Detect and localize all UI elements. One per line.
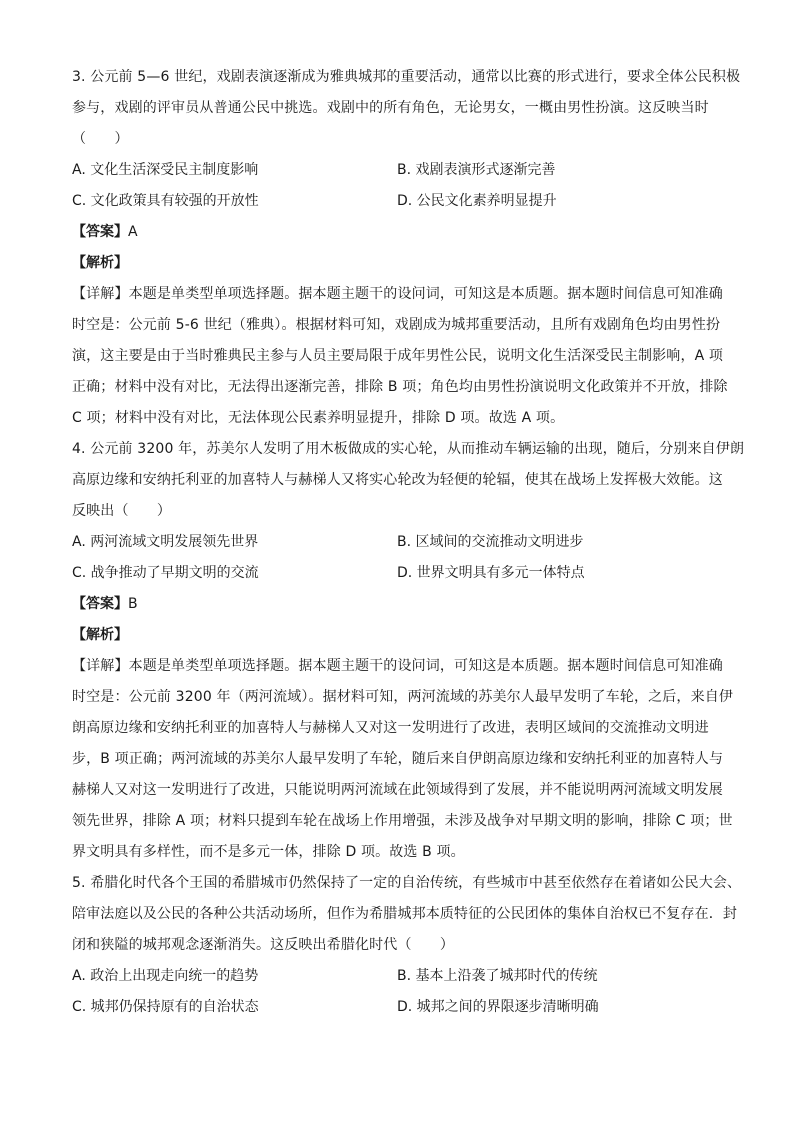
detail-line: 【详解】本题是单类型单项选择题。据本题主题干的设问词，可知这是本质题。据本题时间信息可知准确: [72, 286, 723, 302]
question-text-line: 4. 公元前 3200 年，苏美尔人发明了用木板做成的实心轮，从而推动车辆运输的出现，随后，分别来自伊朗: [72, 441, 745, 457]
detail-line: C 项；材料中没有对比，无法体现公民素养明显提升，排除 D 项。故选 A 项。: [72, 410, 565, 426]
question-5-stem: [72, 868, 742, 961]
answer-line: [72, 217, 732, 248]
detail-line: 步，B 项正确；两河流域的苏美尔人最早发明了车轮，随后来自伊朗高原边缘和安纳托利亚的加喜特人与: [72, 751, 724, 767]
option-c[interactable]: C. 城邦仍保持原有的自治状态: [72, 999, 259, 1015]
detail-line: 演，这主要是由于当时雅典民主参与人员主要局限于成年男性公民，说明文化生活深受民主制影响，A 项: [72, 348, 724, 364]
question-4-stem: [72, 434, 745, 527]
option-a[interactable]: A. 两河流域文明发展领先世界: [72, 534, 259, 550]
detail-line: 赫梯人又对这一发明进行了改进，只能说明两河流域在此领域得到了发展，并不能说明两河流域文明发展: [72, 782, 723, 798]
question-text-line: 3. 公元前 5—6 世纪，戏剧表演逐渐成为雅典城邦的重要活动，通常以比赛的形式进行，要求全体公民积极: [72, 69, 741, 85]
option-c[interactable]: C. 文化政策具有较强的开放性: [72, 193, 259, 209]
question-5-options-row-1: [72, 961, 732, 992]
detail-line: 正确；材料中没有对比，无法得出逐渐完善，排除 B 项；角色均由男性扮演说明文化政策并不开放，排除: [72, 379, 728, 395]
question-text-line: 反映出（ ）: [72, 503, 172, 519]
analysis-label: 【解析】: [72, 255, 128, 271]
question-text-line: 陪审法庭以及公民的各种公共活动场所，但作为希腊城邦本质特征的公民团体的集体自治权已不复存在．封: [72, 906, 738, 922]
question-4-options-row-1: [72, 527, 732, 558]
answer-line: [72, 589, 732, 620]
question-5-options-row-2: [72, 992, 732, 1023]
detail-line: 时空是：公元前 5-6 世纪（雅典）。根据材料可知，戏剧成为城邦重要活动，且所有戏剧角色均由男性扮: [72, 317, 721, 333]
question-4-detail: [72, 651, 732, 868]
answer-value: B: [128, 596, 138, 612]
answer-label: 【答案】: [72, 224, 128, 240]
question-text-line: 闭和狭隘的城邦观念逐渐消失。这反映出希腊化时代（ ）: [72, 937, 455, 953]
option-d[interactable]: D. 城邦之间的界限逐步清晰明确: [397, 999, 599, 1015]
option-d[interactable]: D. 公民文化素养明显提升: [397, 193, 557, 209]
option-c[interactable]: C. 战争推动了早期文明的交流: [72, 565, 259, 581]
detail-line: 界文明具有多样性，而不是多元一体，排除 D 项。故选 B 项。: [72, 844, 465, 860]
option-b[interactable]: B. 戏剧表演形式逐渐完善: [397, 162, 556, 178]
question-text-line: 5. 希腊化时代各个王国的希腊城市仍然保持了一定的自治传统，有些城市中甚至依然存在着诸如公民大会、: [72, 875, 742, 891]
detail-line: 领先世界，排除 A 项；材料只提到车轮在战场上作用增强，未涉及战争对早期文明的影响，排除 C 项；世: [72, 813, 733, 829]
question-3-options-row-1: [72, 155, 732, 186]
analysis-label: 【解析】: [72, 627, 128, 643]
detail-line: 朗高原边缘和安纳托利亚的加喜特人与赫梯人又对这一发明进行了改进，表明区域间的交流推动文明进: [72, 720, 709, 736]
detail-line: 【详解】本题是单类型单项选择题。据本题主题干的设问词，可知这是本质题。据本题时间信息可知准确: [72, 658, 723, 674]
option-d[interactable]: D. 世界文明具有多元一体特点: [397, 565, 585, 581]
answer-label: 【答案】: [72, 596, 128, 612]
option-b[interactable]: B. 区域间的交流推动文明进步: [397, 534, 584, 550]
question-text-line: 高原边缘和安纳托利亚的加喜特人与赫梯人又将实心轮改为轻便的轮辐，使其在战场上发挥极大效能。这: [72, 472, 723, 488]
question-4-options-row-2: [72, 558, 732, 589]
answer-value: A: [128, 224, 138, 240]
option-a[interactable]: A. 政治上出现走向统一的趋势: [72, 968, 259, 984]
detail-line: 时空是：公元前 3200 年（两河流域）。据材料可知，两河流域的苏美尔人最早发明了车轮，之后，来自伊: [72, 689, 734, 705]
option-b[interactable]: B. 基本上沿袭了城邦时代的传统: [397, 968, 598, 984]
question-text-line: 参与，戏剧的评审员从普通公民中挑选。戏剧中的所有角色，无论男女，一概由男性扮演。这反映当时: [72, 100, 709, 116]
question-3-options-row-2: [72, 186, 732, 217]
question-3-stem: [72, 62, 741, 155]
question-3-detail: [72, 279, 732, 434]
option-a[interactable]: A. 文化生活深受民主制度影响: [72, 162, 259, 178]
exam-page: [72, 62, 745, 1023]
question-text-line: （ ）: [72, 131, 129, 147]
